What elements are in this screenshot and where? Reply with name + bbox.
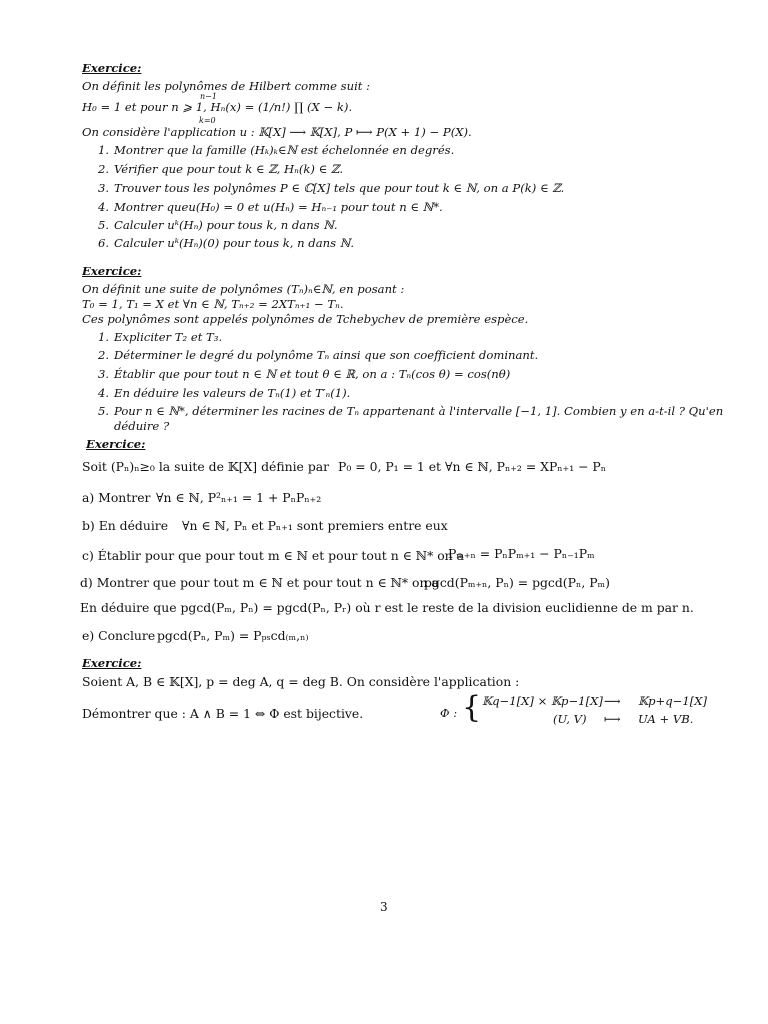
exercise-2-title: Exercice: [82,264,142,278]
map-row2-input: (U, V) [553,712,587,726]
exercise-3-intro: Soit (Pₙ)ₙ≥₀ la suite de 𝕂[X] définie par [82,459,330,474]
tchebychev-definition: T₀ = 1, T₁ = X et ∀n ∈ ℕ, Tₙ₊₂ = 2XTₙ₊₁ − Tₙ. [82,297,344,311]
hilbert-definition: H₀ = 1 et pour n ⩾ 1, Hₙ(x) = (1/n!) ∏ (X − k). [82,100,353,114]
part-b-label: b) En déduire [82,518,169,533]
exercise-1-map: On considère l'application u : 𝕂[X] ⟶ 𝕂[X], P ⟼ P(X + 1) − P(X). [82,125,472,139]
part-e-formula: pgcd(Pₙ, Pₘ) = Pₚₛcd₍ₘ,ₙ₎ [157,628,309,643]
list-item: 2. Vérifier que pour tout k ∈ ℤ, Hₙ(k) ∈ ℤ. [98,162,344,176]
map-row1-arrow: ⟶ [604,694,621,708]
map-row1-domain: 𝕂q−1[X] × 𝕂p−1[X] [482,694,603,708]
part-b-formula: ∀n ∈ ℕ, Pₙ et Pₙ₊₁ sont premiers entre eux [182,518,448,533]
part-a-formula: ∀n ∈ ℕ, P²ₙ₊₁ = 1 + PₙPₙ₊₂ [156,490,322,505]
deduction-text: En déduire que pgcd(Pₘ, Pₙ) = pgcd(Pₙ, Pᵣ) où r est le reste de la division euclidienne de m par n. [80,600,694,615]
exercise-1-title: Exercice: [82,61,142,75]
left-brace: { [462,690,482,725]
list-item: 3. Trouver tous les polynômes P ∈ ℂ[X] tels que pour tout k ∈ ℕ, on a P(k) ∈ ℤ. [98,181,565,195]
list-item: 1. Expliciter T₂ et T₃. [98,330,223,344]
list-item: 6. Calculer uᵏ(Hₙ)(0) pour tous k, n dans ℕ. [98,236,355,250]
part-d-label: d) Montrer que pour tout m ∈ ℕ et pour tout n ∈ ℕ* on a [80,575,439,590]
exercise-2-intro: On définit une suite de polynômes (Tₙ)ₙ∈ℕ, en posant : [82,282,405,296]
list-item: 5. Pour n ∈ ℕ*, déterminer les racines de Tₙ appartenant à l'intervalle [−1, 1]. Combien y en a-t-il ? Qu'en [98,404,724,418]
part-e-label: e) Conclure [82,628,156,643]
map-row2-output: UA + VB. [638,712,694,726]
sequence-definition: P₀ = 0, P₁ = 1 et ∀n ∈ ℕ, Pₙ₊₂ = XPₙ₊₁ − Pₙ [338,459,607,474]
part-c-formula: Pₘ₊ₙ = PₙPₘ₊₁ − Pₙ₋₁Pₘ [448,546,595,561]
product-superscript: n−1 [200,92,217,101]
map-row1-codomain: 𝕂p+q−1[X] [638,694,708,708]
exercise-4-intro: Soient A, B ∈ 𝕂[X], p = deg A, q = deg B. On considère l'application : [82,674,520,689]
product-subscript: k=0 [199,116,216,125]
exercise-4-claim: Démontrer que : A ∧ B = 1 ⇔ Φ est bijective. [82,706,364,721]
exercise-4-title: Exercice: [82,656,142,670]
list-item: 4. Montrer queu(H₀) = 0 et u(Hₙ) = Hₙ₋₁ pour tout n ∈ ℕ*. [98,200,443,214]
exercise-1-intro: On définit les polynômes de Hilbert comme suit : [82,79,371,93]
exercise-2-note: Ces polynômes sont appelés polynômes de Tchebychev de première espèce. [82,312,529,326]
exercise-3-title: Exercice: [86,437,146,451]
part-a-label: a) Montrer [82,490,151,505]
list-item: 3. Établir que pour tout n ∈ ℕ et tout θ ∈ ℝ, on a : Tₙ(cos θ) = cos(nθ) [98,367,511,381]
list-item: 1. Montrer que la famille (Hₖ)ₖ∈ℕ est échelonnée en degrés. [98,143,455,157]
list-item-continuation: déduire ? [114,419,170,433]
phi-symbol: Φ : [440,706,458,720]
map-row2-arrow: ⟼ [604,712,621,726]
list-item: 5. Calculer uᵏ(Hₙ) pour tous k, n dans ℕ. [98,218,338,232]
page-number: 3 [380,900,388,914]
part-c-label: c) Établir pour que pour tout m ∈ ℕ et pour tout n ∈ ℕ* on a [82,548,464,563]
list-item: 2. Déterminer le degré du polynôme Tₙ ainsi que son coefficient dominant. [98,348,539,362]
list-item: 4. En déduire les valeurs de Tₙ(1) et T′ₙ(1). [98,386,351,400]
part-d-formula: pgcd(Pₘ₊ₙ, Pₙ) = pgcd(Pₙ, Pₘ) [424,575,610,590]
